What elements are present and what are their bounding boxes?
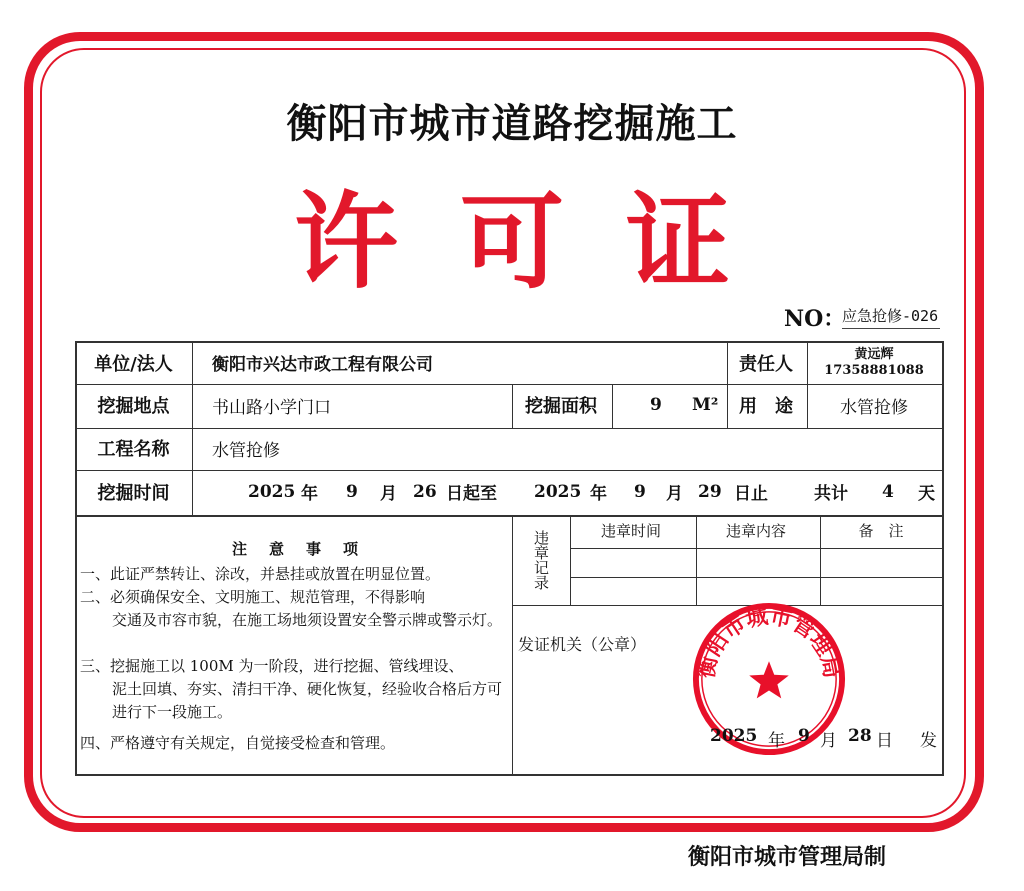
issue-month-unit: 月 <box>820 731 837 751</box>
unit-label: 单位/法人 <box>94 353 173 375</box>
responsible-name: 黄远辉 <box>854 346 894 362</box>
note-2-continued: 交通及市容市貌，在施工场地须设置安全警示牌或警示灯。 <box>112 611 503 629</box>
end-day: 29 <box>698 481 722 502</box>
day-unit: 天 <box>918 484 935 504</box>
note-1-text: 一、此证严禁转让、涂改，并悬挂或放置在明显位置。 <box>80 565 441 583</box>
issue-month: 9 <box>798 726 810 746</box>
note-3-continued: 泥土回填、夯实、清扫干净、硬化恢复，经验收合格后方可进行下一段施工。 <box>112 680 503 721</box>
note-3-text: 三、挖掘施工以 100M 为一阶段，进行挖掘、管线埋设、 <box>80 657 464 675</box>
area-value: 9 <box>650 395 662 415</box>
permit-title: 衡阳市城市道路挖掘施工 <box>286 101 738 147</box>
permit-big-title: 许可证 <box>293 180 792 303</box>
note-item-3 <box>80 655 508 724</box>
end-suffix: 日止 <box>734 484 768 504</box>
unit-value: 衡阳市兴达市政工程有限公司 <box>212 355 433 375</box>
location-value: 书山路小学门口 <box>212 397 331 418</box>
violation-content-header: 违章内容 <box>725 522 786 540</box>
responsible-label: 责任人 <box>739 353 793 375</box>
violation-remark-header: 备 注 <box>858 522 904 540</box>
violation-time-header: 违章时间 <box>600 522 661 540</box>
start-month: 9 <box>346 481 358 502</box>
violation-record-label: 违章记录 <box>532 530 550 590</box>
footer-made-by: 衡阳市城市管理局制 <box>688 845 887 870</box>
project-name-label: 工程名称 <box>97 439 170 460</box>
responsible-phone: 17358881088 <box>824 362 924 378</box>
responsible-info <box>806 343 942 382</box>
seal-star-icon <box>749 661 789 698</box>
note-item-1 <box>80 563 508 586</box>
end-month: 9 <box>634 481 646 502</box>
total-days: 4 <box>882 481 894 502</box>
start-month-unit: 月 <box>380 484 397 504</box>
use-value: 水管抢修 <box>840 397 908 418</box>
time-range <box>248 470 948 513</box>
issue-day-unit: 日 <box>876 731 893 751</box>
end-month-unit: 月 <box>666 484 683 504</box>
start-suffix: 日起至 <box>446 484 497 504</box>
note-4-text: 四、严格遵守有关规定，自觉接受检查和管理。 <box>80 734 396 752</box>
time-label: 挖掘时间 <box>97 482 170 504</box>
start-day: 26 <box>413 481 437 502</box>
issuer-label: 发证机关（公章） <box>518 635 647 654</box>
area-unit: M² <box>692 395 719 415</box>
issue-year-unit: 年 <box>768 731 785 751</box>
start-year-unit: 年 <box>301 484 318 504</box>
area-label: 挖掘面积 <box>525 396 597 417</box>
start-year: 2025 <box>248 481 296 502</box>
issue-year: 2025 <box>710 726 758 746</box>
end-year: 2025 <box>534 481 582 502</box>
note-item-4 <box>80 732 508 755</box>
issue-day: 28 <box>848 726 872 746</box>
seal-text: 衡阳市城市管理局 <box>693 604 845 681</box>
issue-word: 发 <box>920 731 937 751</box>
use-label: 用 途 <box>739 396 793 417</box>
permit-number-label: NO： <box>784 306 846 332</box>
note-item-2 <box>80 586 508 632</box>
project-name-value: 水管抢修 <box>212 440 280 461</box>
notes-title: 注意事项 <box>232 540 381 558</box>
location-label: 挖掘地点 <box>97 396 170 417</box>
permit-number-value: 应急抢修-026 <box>842 305 940 329</box>
note-2-text: 二、必须确保安全、文明施工、规范管理，不得影响 <box>80 588 426 606</box>
total-label: 共计 <box>814 484 848 504</box>
end-year-unit: 年 <box>590 484 607 504</box>
